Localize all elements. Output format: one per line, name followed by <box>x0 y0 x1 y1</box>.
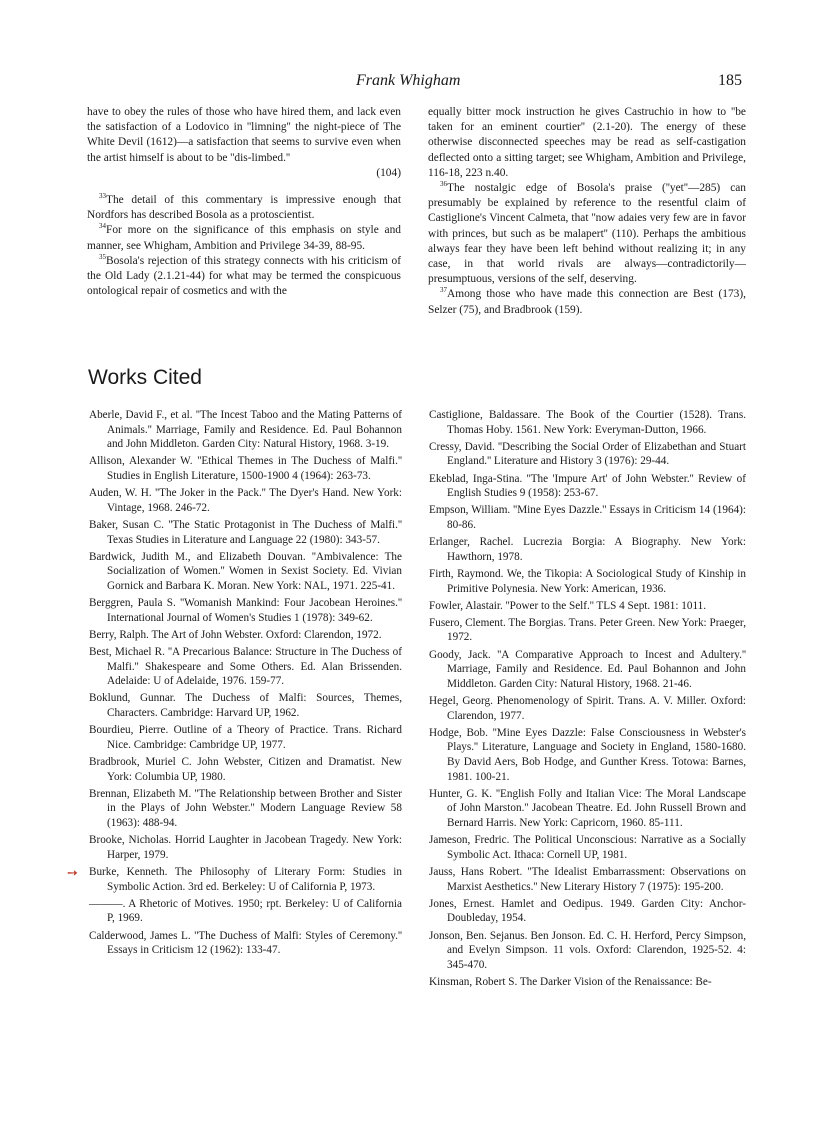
quote-citation: (104) <box>376 166 401 179</box>
reference-entry: Bardwick, Judith M., and Elizabeth Douvan. ''Ambivalence: The Socialization of Women.'' Women in Sexist Society. Ed. Vivian Gornick and Barbara K. Moran. New York: NAL, 1971. 225-41. <box>89 550 402 592</box>
footnote-33: $^{33}$The detail of this commentary is impressive enough that Nordfors has described Bosola as a protoscientist. <box>87 192 401 222</box>
footnote-35-continued: equally bitter mock instruction he gives Castruchio in how to ''be taken for an eminent courtier'' (2.1-20). The energy of these otherwise disconnected speeches may be read as self-castigation deflected onto a sitting target; see Whigham, Ambition and Privilege, 116-18, 223 n.40. <box>428 106 746 179</box>
reference-entry: Burke, Kenneth. The Philosophy of Literary Form: Studies in Symbolic Action. 3rd ed. Berkeley: U of California P, 1973. <box>89 865 402 893</box>
quoted-passage: have to obey the rules of those who have hired them, and lack even the satisfaction of a Lodovico in ''limning'' the night-piece of The White Devil (1612)—a satisfaction that seems to survive even when the artist himself is about to be ''dis-limbed.'' <box>87 106 401 164</box>
footnote-36: $^{36}$The nostalgic edge of Bosola's praise (''yet''—285) can presumably be explained by reference to the resentful claim of Castiglione's Vincent Calmeta, that ''now adaies very few are in favor with princes, but such as be malapert'' (110). Perhaps the ambitious always fear they have been left behind without realizing it; in any case, in that world rivals are always—contradictorily—presumptuous, versions of the self, deserving. <box>428 180 746 286</box>
red-arrow-marker-icon: ➙ <box>67 866 78 881</box>
running-header-title: Frank Whigham <box>356 72 461 89</box>
reference-entry: Kinsman, Robert S. The Darker Vision of the Renaissance: Be- <box>429 975 712 988</box>
reference-entry: Calderwood, James L. ''The Duchess of Malfi: Styles of Ceremony.'' Essays in Criticism 12 (1962): 133-47. <box>89 929 402 957</box>
reference-entry: Empson, William. ''Mine Eyes Dazzle.'' Essays in Criticism 14 (1964): 80-86. <box>429 504 746 531</box>
reference-entry: Hegel, Georg. Phenomenology of Spirit. Trans. A. V. Miller. Oxford: Clarendon, 1977. <box>429 695 746 722</box>
reference-entry: ———. A Rhetoric of Motives. 1950; rpt. Berkeley: U of California P, 1969. <box>89 897 402 925</box>
reference-entry: Fowler, Alastair. ''Power to the Self.'' TLS 4 Sept. 1981: 1011. <box>429 599 707 612</box>
reference-entry: Bradbrook, Muriel C. John Webster, Citizen and Dramatist. New York: Columbia UP, 1980. <box>89 756 402 783</box>
reference-entry: Auden, W. H. ''The Joker in the Pack.'' The Dyer's Hand. New York: Vintage, 1968. 246-72. <box>89 487 402 514</box>
footnote-37: $^{37}$Among those who have made this connection are Best (173), Selzer (75), and Bradbrook (159). <box>428 286 746 316</box>
reference-entry: Allison, Alexander W. ''Ethical Themes in The Duchess of Malfi.'' Studies in English Literature, 1500-1900 4 (1964): 263-73. <box>89 455 402 482</box>
page-number: 185 <box>718 72 742 89</box>
reference-entry-highlighted: Brennan, Elizabeth M. ''The Relationship between Brother and Sister in the Plays of John Webster.'' Modern Language Review 58 (1963): 488-94. <box>89 787 402 829</box>
reference-entry: Goody, Jack. ''A Comparative Approach to Incest and Adultery.'' Marriage, Family and Residence. Ed. Paul Bohannon and John Middleton. Garden City: Natural History, 1968. 21-46. <box>429 648 746 690</box>
reference-entry: Bourdieu, Pierre. Outline of a Theory of Practice. Trans. Richard Nice. Cambridge: Cambridge UP, 1977. <box>89 724 402 751</box>
reference-entry: Berry, Ralph. The Art of John Webster. Oxford: Clarendon, 1972. <box>89 628 382 641</box>
reference-entry: Brooke, Nicholas. Horrid Laughter in Jacobean Tragedy. New York: Harper, 1979. <box>89 834 402 861</box>
reference-entry: Castiglione, Baldassare. The Book of the Courtier (1528). Trans. Thomas Hoby. 1561. New York: Everyman-Dutton, 1966. <box>429 409 746 436</box>
reference-entry: Best, Michael R. ''A Precarious Balance: Structure in The Duchess of Malfi.'' Shakespeare and Some Others. Ed. Alan Brissenden. Adelaide: U of Adelaide, 1976. 159-77. <box>89 646 402 688</box>
reference-entry: Jonson, Ben. Sejanus. Ben Jonson. Ed. C. H. Herford, Percy Simpson, and Evelyn Simpson. 11 vols. Oxford: Clarendon, 1925-52. 4: 345-470. <box>429 929 746 971</box>
footnote-35: $^{35}$Bosola's rejection of this strategy connects with his criticism of the Old Lady (2.1.21-44) for what may be termed the conspicuous ontological repair of cosmetics and with the <box>87 253 401 298</box>
reference-entry: Jones, Ernest. Hamlet and Oedipus. 1949. Garden City: Anchor-Doubleday, 1954. <box>429 897 746 925</box>
references-left-column <box>89 408 402 960</box>
reference-entry: Firth, Raymond. We, the Tikopia: A Sociological Study of Kinship in Primitive Polynesia. New York: American, 1936. <box>429 567 746 595</box>
reference-entry: Hodge, Bob. ''Mine Eyes Dazzle: False Consciousness in Webster's Plays.'' Literature, Language and Society in England, 1580-1680. By David Aers, Bob Hodge, and Gunther Kress. Totowa: Barnes, 1981. 100-21. <box>429 726 746 783</box>
reference-entry: Baker, Susan C. ''The Static Protagonist in The Duchess of Malfi.'' Texas Studies in Literature and Language 22 (1980): 343-57. <box>89 518 402 546</box>
references-right-column <box>429 408 746 992</box>
reference-entry: Fusero, Clement. The Borgias. Trans. Peter Green. New York: Praeger, 1972. <box>429 616 746 644</box>
works-cited-heading: Works Cited <box>88 366 202 389</box>
reference-entry: Berggren, Paula S. ''Womanish Mankind: Four Jacobean Heroines.'' International Journal of Women's Studies 1 (1978): 349-62. <box>89 597 402 624</box>
reference-entry: Ekeblad, Inga-Stina. ''The 'Impure Art' of John Webster.'' Review of English Studies 9 (1958): 253-67. <box>429 472 746 500</box>
reference-entry: Jameson, Fredric. The Political Unconscious: Narrative as a Socially Symbolic Act. Ithaca: Cornell UP, 1981. <box>429 834 746 861</box>
reference-entry: Aberle, David F., et al. ''The Incest Taboo and the Mating Patterns of Animals.'' Marriage, Family and Residence. Ed. Paul Bohannon and John Middleton. Garden City: Natural History, 1968. 3-19. <box>89 409 402 451</box>
reference-entry: Boklund, Gunnar. The Duchess of Malfi: Sources, Themes, Characters. Cambridge: Harvard UP, 1962. <box>89 692 402 720</box>
reference-entry: Jauss, Hans Robert. ''The Idealist Embarrassment: Observations on Marxist Aesthetics.'' New Literary History 7 (1975): 195-200. <box>429 865 746 893</box>
right-notes-column <box>428 105 746 318</box>
footnote-34: $^{34}$For more on the significance of this emphasis on style and manner, see Whigham, Ambition and Privilege 34-39, 88-95. <box>87 222 401 252</box>
reference-entry: Hunter, G. K. ''English Folly and Italian Vice: The Moral Landscape of John Marston.'' Jacobean Theatre. Ed. John Russell Brown and Bernard Harris. New York: Capricorn, 1960. 85-111. <box>429 787 746 829</box>
reference-entry: Erlanger, Rachel. Lucrezia Borgia: A Biography. New York: Hawthorn, 1978. <box>429 536 746 563</box>
left-notes-column <box>87 105 401 299</box>
reference-entry: Cressy, David. ''Describing the Social Order of Elizabethan and Stuart England.'' Literature and History 3 (1976): 29-44. <box>429 440 746 468</box>
